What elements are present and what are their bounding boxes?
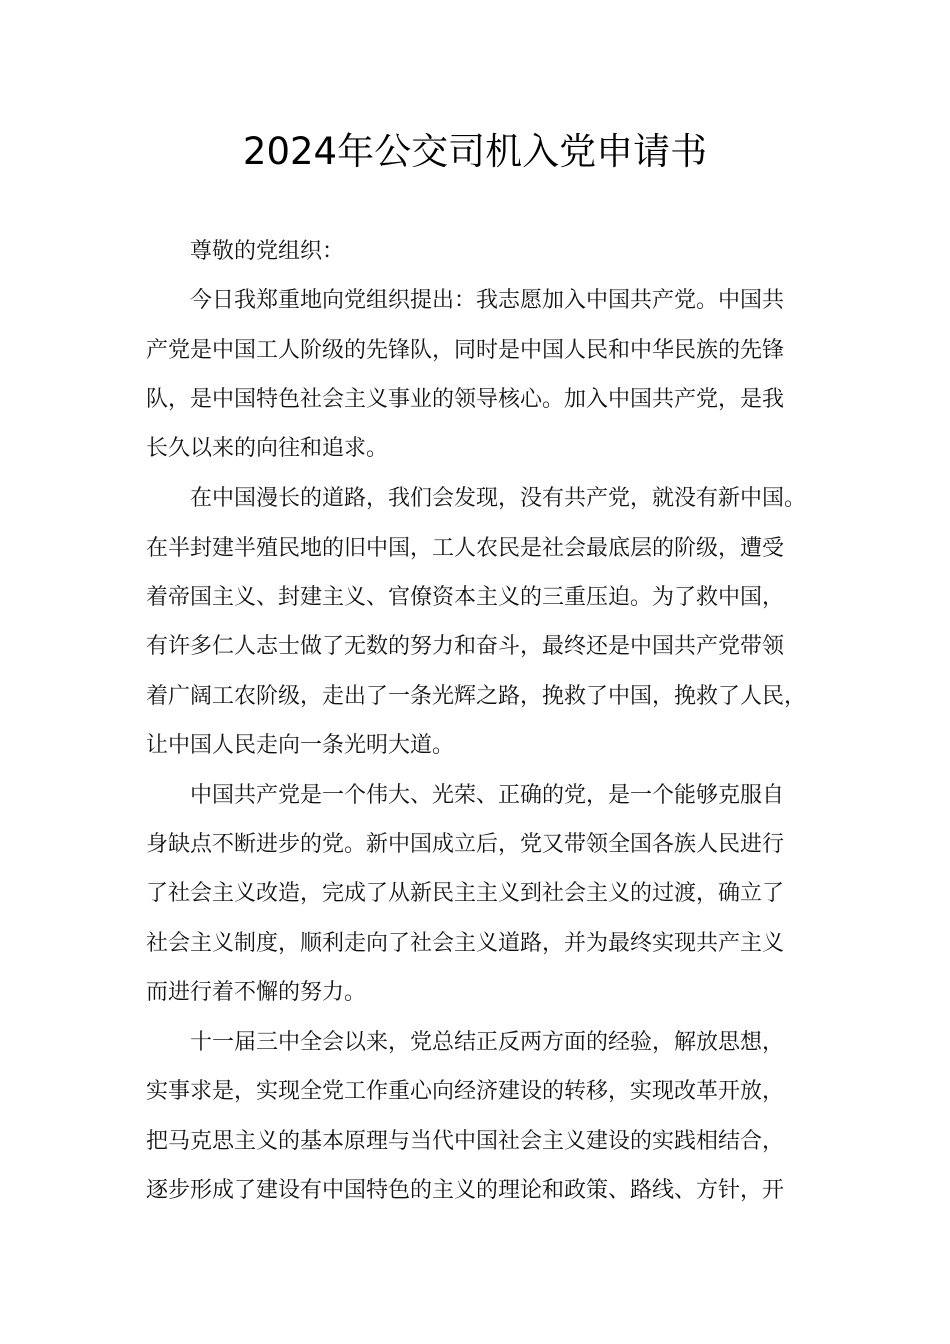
paragraph-line: 逐步形成了建设有中国特色的主义的理论和政策、路线、方针，开 — [146, 1178, 785, 1203]
paragraph-line: 着帝国主义、封建主义、官僚资本主义的三重压迫。为了救中国， — [146, 585, 785, 610]
paragraph-line: 把马克思主义的基本原理与当代中国社会主义建设的实践相结合， — [146, 1129, 785, 1154]
paragraph-line: 社会主义制度，顺利走向了社会主义道路，并为最终实现共产主义 — [146, 931, 785, 956]
paragraph-line: 着广阔工农阶级，走出了一条光辉之路，挽救了中国，挽救了人民， — [146, 684, 807, 709]
paragraph-line: 队，是中国特色社会主义事业的领导核心。加入中国共产党，是我 — [146, 387, 785, 412]
paragraph-line: 身缺点不断进步的党。新中国成立后，党又带领全国各族人民进行 — [146, 832, 785, 857]
paragraph-line: 而进行着不懈的努力。 — [146, 980, 367, 1005]
paragraph-line: 让中国人民走向一条光明大道。 — [146, 733, 455, 758]
paragraph-line: 在中国漫长的道路，我们会发现，没有共产党，就没有新中国。 — [190, 486, 807, 511]
paragraph-line: 长久以来的向往和追求。 — [146, 436, 389, 461]
paragraph-line: 有许多仁人志士做了无数的努力和奋斗，最终还是中国共产党带领 — [146, 634, 785, 659]
paragraph-line: 在半封建半殖民地的旧中国，工人农民是社会最底层的阶级，遭受 — [146, 536, 785, 561]
paragraph-line: 中国共产党是一个伟大、光荣、正确的党，是一个能够克服自 — [190, 783, 785, 808]
paragraph-line: 产党是中国工人阶级的先锋队，同时是中国人民和中华民族的先锋 — [146, 338, 785, 363]
paragraph-line: 今日我郑重地向党组织提出：我志愿加入中国共产党。中国共 — [190, 288, 785, 313]
paragraph-line: 十一届三中全会以来，党总结正反两方面的经验，解放思想， — [190, 1030, 785, 1055]
paragraph-line: 实事求是，实现全党工作重心向经济建设的转移，实现改革开放， — [146, 1079, 785, 1104]
document-title: 2024年公交司机入党申请书 — [242, 130, 708, 173]
salutation: 尊敬的党组织： — [190, 239, 345, 264]
paragraph-line: 了社会主义改造，完成了从新民主主义到社会主义的过渡，确立了 — [146, 881, 785, 906]
